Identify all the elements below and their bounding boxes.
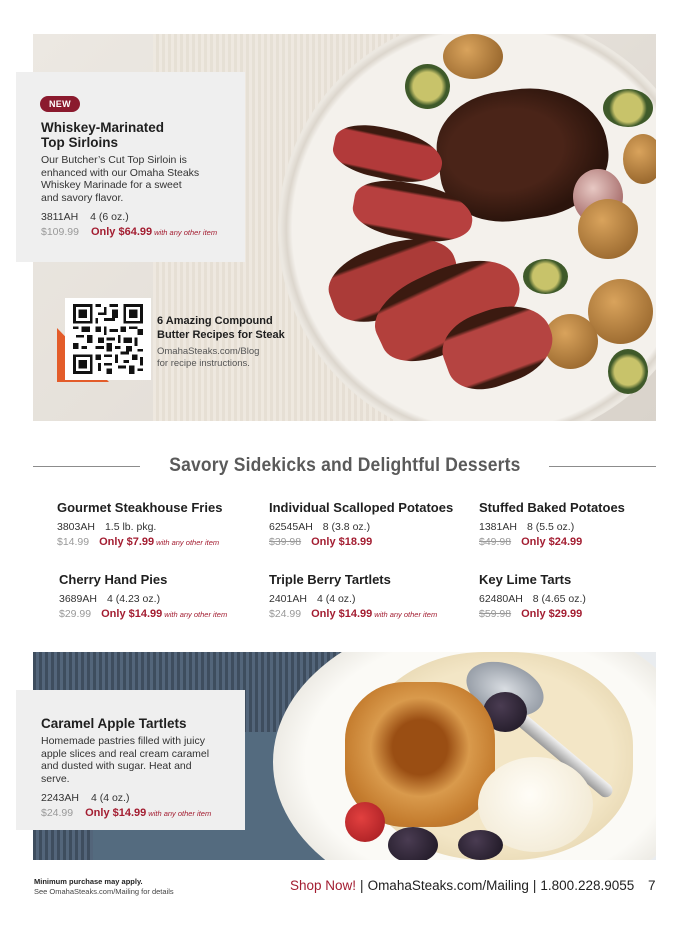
- fine-print-line: Minimum purchase may apply.: [34, 877, 143, 886]
- zucchini: [405, 64, 450, 109]
- product-item[interactable]: [479, 572, 690, 620]
- price-line: [41, 226, 223, 238]
- sku-line: [479, 521, 690, 533]
- price-line: [479, 608, 690, 620]
- divider-left: [33, 466, 140, 467]
- sku-line: [269, 521, 489, 533]
- description-line: apple slices and real cream caramel: [41, 747, 210, 760]
- new-badge: NEW: [40, 96, 80, 112]
- sale-price: Only $7.99: [99, 536, 155, 548]
- product-name: Gourmet Steakhouse Fries: [57, 500, 223, 515]
- strawberry: [345, 802, 385, 842]
- product-item[interactable]: [59, 572, 279, 620]
- zucchini: [608, 349, 648, 394]
- potato: [578, 199, 638, 259]
- qr-code-icon[interactable]: [65, 298, 151, 380]
- sale-price: Only $14.99: [85, 807, 147, 819]
- fine-print-line: See OmahaSteaks.com/Mailing for details: [34, 887, 174, 896]
- price-note: with any other item: [154, 228, 218, 237]
- sku: 3689AH: [59, 593, 97, 605]
- separator: |: [360, 878, 364, 893]
- caramel-tartlet-card: [16, 690, 245, 830]
- price-line: [269, 536, 489, 548]
- product-description: [41, 154, 223, 204]
- product-item[interactable]: [269, 500, 489, 548]
- old-price: $14.99: [57, 536, 90, 548]
- sale-price: Only $29.99: [521, 608, 583, 620]
- description-line: and dusted with sugar. Heat and serve.: [41, 760, 192, 785]
- price-line: [479, 536, 690, 548]
- qr-block[interactable]: [57, 298, 149, 382]
- sku: 62480AH: [479, 593, 523, 605]
- sku: 3811AH: [41, 211, 79, 223]
- qr-title: [157, 314, 287, 342]
- old-price: $24.99: [41, 807, 74, 819]
- potato: [623, 134, 656, 184]
- price-note: with any other item: [148, 809, 212, 818]
- qr-caption: [157, 314, 287, 369]
- sku: 2243AH: [41, 792, 79, 804]
- product-description: [41, 735, 223, 785]
- qr-url[interactable]: [157, 346, 287, 369]
- qr-code-graphic: [71, 304, 145, 374]
- description-line: Our Butcher’s Cut Top Sirloin is: [41, 154, 187, 166]
- sku-line: [479, 593, 690, 605]
- sku: 62545AH: [269, 521, 313, 533]
- qr-title-line: Butter Recipes for Steak: [157, 329, 285, 341]
- quantity: 1.5 lb. pkg.: [104, 521, 157, 533]
- divider-right: [549, 466, 656, 467]
- mailing-url-link[interactable]: OmahaSteaks.com/Mailing: [367, 878, 529, 893]
- section-heading: [33, 455, 656, 477]
- separator: |: [532, 878, 537, 893]
- description-line: enhanced with our Omaha Steaks: [41, 166, 200, 179]
- quantity: 4 (4 oz.): [90, 792, 130, 804]
- quantity: 4 (6 oz.): [90, 211, 129, 223]
- description-line: Whiskey Marinade for a sweet: [41, 179, 182, 191]
- product-item[interactable]: [57, 500, 277, 548]
- quantity: 8 (4.65 oz.): [532, 593, 586, 605]
- price-line: [41, 807, 223, 819]
- page-number: 7: [648, 878, 656, 893]
- qr-url-line: for recipe instructions.: [157, 357, 250, 369]
- zucchini: [523, 259, 568, 294]
- product-title-line: Top Sirloins: [41, 135, 118, 150]
- product-name: Stuffed Baked Potatoes: [479, 500, 625, 515]
- sku-line: [59, 593, 279, 605]
- blog-link[interactable]: OmahaSteaks.com/Blog: [157, 346, 260, 357]
- product-item[interactable]: [479, 500, 690, 548]
- sale-price: Only $14.99: [311, 608, 373, 620]
- fine-print: [34, 877, 174, 897]
- old-price: $59.98: [479, 608, 512, 620]
- product-title-line: Whiskey-Marinated: [41, 120, 165, 135]
- old-price: $49.98: [479, 536, 512, 548]
- price-note: with any other item: [164, 610, 228, 619]
- old-price: $39.98: [269, 536, 302, 548]
- potato: [588, 279, 653, 344]
- section-title: Savory Sidekicks and Delightful Desserts: [168, 455, 521, 476]
- zucchini: [603, 89, 653, 127]
- old-price: $29.99: [59, 608, 92, 620]
- price-note: with any other item: [374, 610, 438, 619]
- price-line: [269, 608, 489, 620]
- blackberry: [388, 827, 438, 860]
- blackberry: [458, 830, 503, 860]
- quantity: 4 (4.23 oz.): [106, 593, 161, 605]
- product-name: Key Lime Tarts: [479, 572, 572, 587]
- footer-cta: [290, 878, 634, 893]
- sku-line: [41, 792, 223, 804]
- sku-line: [57, 521, 277, 533]
- sale-price: Only $18.99: [311, 536, 373, 548]
- potato: [443, 34, 503, 79]
- old-price: $24.99: [269, 608, 302, 620]
- description-line: and savory flavor.: [41, 191, 124, 204]
- old-price: $109.99: [41, 226, 79, 238]
- product-item[interactable]: [269, 572, 489, 620]
- price-line: [57, 536, 277, 548]
- sale-price: Only $64.99: [90, 226, 153, 238]
- product-name: Triple Berry Tartlets: [269, 572, 391, 587]
- whiskey-sirloin-card: [16, 72, 245, 262]
- sku: 3803AH: [57, 521, 95, 533]
- sku-line: [41, 211, 223, 223]
- product-title: Caramel Apple Tartlets: [41, 716, 187, 731]
- product-title: [41, 120, 223, 150]
- sku-line: [269, 593, 489, 605]
- product-name: Individual Scalloped Potatoes: [269, 500, 454, 515]
- sale-price: Only $24.99: [521, 536, 583, 548]
- description-line: Homemade pastries filled with juicy: [41, 735, 205, 747]
- phone-number[interactable]: 1.800.228.9055: [540, 878, 635, 893]
- quantity: 8 (5.5 oz.): [526, 521, 575, 533]
- price-line: [59, 608, 279, 620]
- sale-price: Only $14.99: [101, 608, 163, 620]
- sku: 1381AH: [479, 521, 517, 533]
- price-note: with any other item: [156, 538, 220, 547]
- quantity: 8 (3.8 oz.): [322, 521, 371, 533]
- qr-title-line: 6 Amazing Compound: [157, 315, 273, 327]
- quantity: 4 (4 oz.): [316, 593, 356, 605]
- sku: 2401AH: [269, 593, 307, 605]
- product-name: Cherry Hand Pies: [59, 572, 168, 587]
- shop-now-link[interactable]: Shop Now!: [290, 878, 357, 893]
